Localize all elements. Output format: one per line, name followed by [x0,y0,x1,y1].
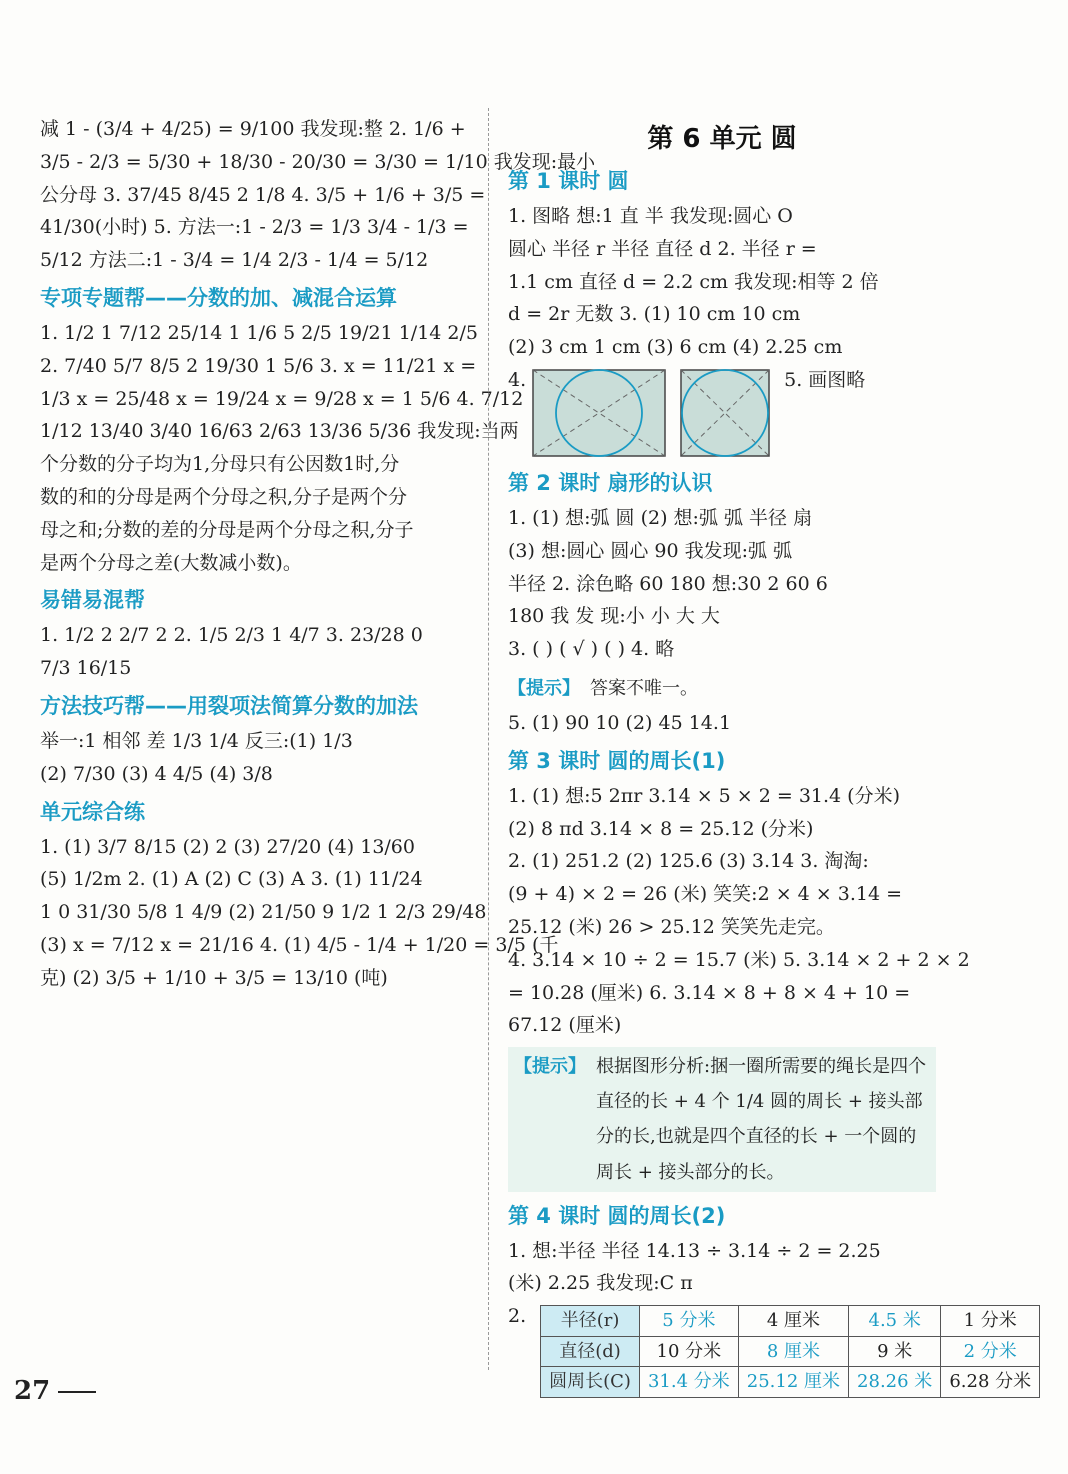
right-line-2: 圆心 半径 r 半径 直径 d 2. 半径 r = [508,237,817,260]
figure-rect-circle-1 [532,369,666,457]
cell-circumference-3: 28.26 米 [849,1367,941,1398]
cell-diameter-4: 2 分米 [941,1336,1040,1367]
lesson-heading-4: 第 4 课时 圆的周长(2) [508,1203,726,1228]
row-header-radius: 半径(r) [541,1306,640,1337]
left-line-22: 克) (2) 3/5 + 1/10 + 3/5 = 13/10 (吨) [40,966,388,989]
left-line-18: 1. (1) 3/7 8/15 (2) 2 (3) 27/20 (4) 13/60 [40,835,415,858]
right-line-19: = 10.28 (厘米) 6. 3.14 × 8 + 8 × 4 + 10 = [508,981,911,1004]
right-line-3: 1.1 cm 直径 d = 2.2 cm 我发现:相等 2 倍 [508,270,879,293]
left-line-12: 母之和;分数的差的分母是两个分母之积,分子 [40,518,414,541]
right-line-5: (2) 3 cm 1 cm (3) 6 cm (4) 2.25 cm [508,336,843,359]
cell-diameter-1: 10 分米 [639,1336,738,1367]
section-heading-common-mistakes: 易错易混帮 [40,588,145,613]
right-line-10: 180 我 发 现:小 小 大 大 [508,605,720,628]
hint-box-2 [508,1047,936,1191]
table-row-diameter [541,1336,1040,1367]
left-line-14: 1. 1/2 2 2/7 2 2. 1/5 2/3 1 4/7 3. 23/28 0 [40,624,423,647]
cell-diameter-3: 9 米 [849,1336,941,1367]
right-line-17: 25.12 (米) 26 > 25.12 笑笑先走完。 [508,916,835,939]
section-heading-special-topic: 专项专题帮——分数的加、减混合运算 [40,285,397,310]
right-line-9: 半径 2. 涂色略 60 180 想:30 2 60 6 [508,572,828,595]
right-column [508,118,1032,1408]
hint-label-2: 【提示】 [514,1056,586,1078]
cell-radius-1: 5 分米 [639,1306,738,1337]
left-line-10: 个分数的分子均为1,分母只有公因数1时,分 [40,453,400,476]
footer-dash [58,1391,96,1393]
cell-radius-2: 4 厘米 [738,1306,848,1337]
right-line-7: 1. (1) 想:弧 圆 (2) 想:弧 弧 半径 扇 [508,506,813,529]
left-line-9: 1/12 13/40 3/40 16/63 2/63 13/36 5/36 我发现:当两 [40,420,519,443]
cell-circumference-4: 6.28 分米 [941,1367,1040,1398]
table-row-wrapper [508,1305,1032,1398]
section-heading-unit-practice: 单元综合练 [40,799,145,824]
left-line-11: 数的和的分母是两个分母之积,分子是两个分 [40,485,408,508]
page-number-footer [14,1376,96,1406]
hint-text-2: 根据图形分析:捆一圈所需要的绳长是四个直径的长 + 4 个 1/4 圆的周长 + 接头部分的长,也就是四个直径的长 + 一个圆的周长 + 接头部分的长。 [596,1056,927,1183]
left-line-4: 41/30(小时) 5. 方法一:1 - 2/3 = 1/3 3/4 - 1/3 = [40,216,469,239]
circle-measure-table [540,1305,1040,1398]
left-line-19: (5) 1/2m 2. (1) A (2) C (3) A 3. (1) 11/24 [40,868,423,891]
right-line-18: 4. 3.14 × 10 ÷ 2 = 15.7 (米) 5. 3.14 × 2 + 2 × 2 [508,948,970,971]
left-line-1: 减 1 - (3/4 + 4/25) = 9/100 我发现:整 2. 1/6 + [40,118,466,140]
left-line-3: 公分母 3. 37/45 8/45 2 1/8 4. 3/5 + 1/6 + 3/5 = [40,183,486,206]
unit-title: 第 6 单元 圆 [647,124,797,154]
cell-radius-4: 1 分米 [941,1306,1040,1337]
page-number: 27 [14,1376,51,1406]
hint-text-1: 答案不唯一。 [590,677,698,699]
lesson-heading-3: 第 3 课时 圆的周长(1) [508,748,726,773]
table-item-label: 2. [508,1305,527,1328]
row-header-circumference: 圆周长(C) [541,1367,640,1398]
right-line-13: 1. (1) 想:5 2πr 3.14 × 5 × 2 = 31.4 (分米) [508,784,900,807]
cell-circumference-2: 25.12 厘米 [738,1367,848,1398]
figure-rect-circle-2 [680,369,770,457]
left-line-16: 举一:1 相邻 差 1/3 1/4 反三:(1) 1/3 [40,729,353,752]
column-divider [488,108,489,1370]
hint-box-1 [508,671,936,706]
left-line-21: (3) x = 7/12 x = 21/16 4. (1) 4/5 - 1/4 + 1/20 = 3/5 (千 [40,933,559,956]
left-line-8: 1/3 x = 25/48 x = 19/24 x = 9/28 x = 1 5/6 4. 7/12 [40,387,524,410]
right-line-4: d = 2r 无数 3. (1) 10 cm 10 cm [508,303,801,326]
left-line-7: 2. 7/40 5/7 8/5 2 19/30 1 5/6 3. x = 11/21 x = [40,354,477,377]
right-line-12: 5. (1) 90 10 (2) 45 14.1 [508,712,732,735]
section-heading-method-tips: 方法技巧帮——用裂项法简算分数的加法 [40,693,418,718]
lesson-heading-1: 第 1 课时 圆 [508,169,629,193]
table-row-radius [541,1306,1040,1337]
table-row-circumference [541,1367,1040,1398]
right-line-1: 1. 图略 想:1 直 半 我发现:圆心 O [508,205,793,227]
cell-radius-3: 4.5 米 [849,1306,941,1337]
left-line-5: 5/12 方法二:1 - 3/4 = 1/4 2/3 - 1/4 = 5/12 [40,249,429,272]
left-line-20: 1 0 31/30 5/8 1 4/9 (2) 21/50 9 1/2 1 2/3 29/48 [40,901,487,924]
left-line-2: 3/5 - 2/3 = 5/30 + 18/30 - 20/30 = 3/30 = 1/10 我发现:最小 [40,150,596,173]
right-line-15: 2. (1) 251.2 (2) 125.6 (3) 3.14 3. 淘淘: [508,850,869,873]
right-line-14: (2) 8 πd 3.14 × 8 = 25.12 (分米) [508,817,814,840]
right-line-8: (3) 想:圆心 圆心 90 我发现:弧 弧 [508,539,793,562]
right-line-figures [508,369,936,457]
figure-item-label: 4. [508,368,527,391]
right-line-21: 1. 想:半径 半径 14.13 ÷ 3.14 ÷ 2 = 2.25 [508,1239,881,1262]
left-line-6: 1. 1/2 1 7/12 25/14 1 1/6 5 2/5 19/21 1/14 2/5 [40,321,478,344]
cell-circumference-1: 31.4 分米 [639,1367,738,1398]
right-line-16: (9 + 4) × 2 = 26 (米) 笑笑:2 × 4 × 3.14 = [508,883,903,906]
cell-diameter-2: 8 厘米 [738,1336,848,1367]
hint-label-1: 【提示】 [508,677,580,699]
right-line-20: 67.12 (厘米) [508,1014,622,1037]
lesson-heading-2: 第 2 课时 扇形的认识 [508,470,713,495]
right-line-22: (米) 2.25 我发现:C π [508,1272,693,1295]
row-header-diameter: 直径(d) [541,1336,640,1367]
right-line-11: 3. ( ) ( √ ) ( ) 4. 略 [508,638,675,661]
left-line-17: (2) 7/30 (3) 4 4/5 (4) 3/8 [40,762,273,785]
left-line-15: 7/3 16/15 [40,657,132,680]
figure-item-tail: 5. 画图略 [784,368,866,391]
left-line-13: 是两个分母之差(大数减小数)。 [40,551,302,574]
